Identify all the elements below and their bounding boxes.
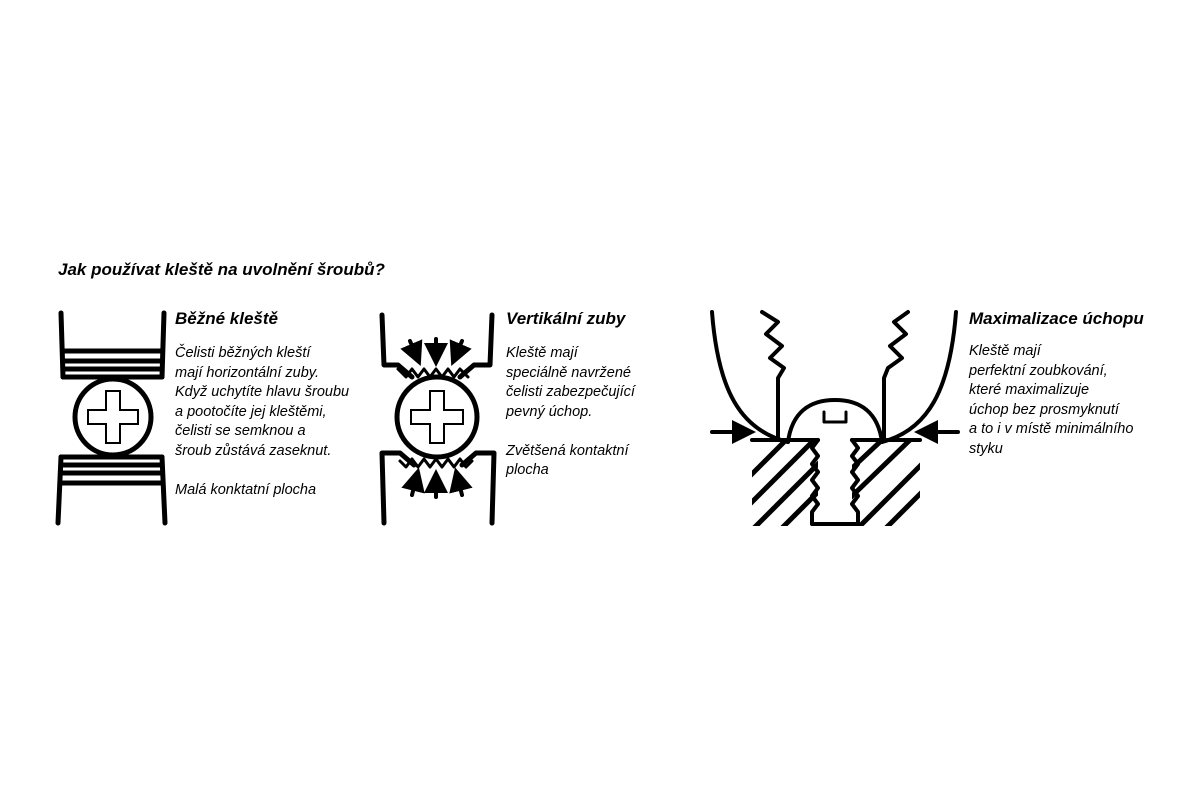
text-line: styku bbox=[969, 440, 1003, 457]
text-line: Kleště mají bbox=[969, 343, 1041, 359]
maximal-grip-illustration bbox=[700, 300, 970, 535]
text-line: Čelisti běžných kleští bbox=[175, 345, 311, 361]
text-line: mají horizontální zuby. bbox=[175, 364, 319, 381]
text-line: úchop bez prosmyknutí bbox=[969, 401, 1119, 418]
page-title: Jak používat kleště na uvolnění šroubů? bbox=[58, 260, 385, 279]
text-line: které maximalizuje bbox=[969, 382, 1090, 398]
panel-regular-text bbox=[175, 344, 349, 500]
regular-pliers-illustration bbox=[50, 305, 175, 530]
panel-maximal-text bbox=[969, 342, 1133, 459]
text-line: pevný úchop. bbox=[506, 403, 593, 420]
text-line: plocha bbox=[506, 462, 549, 478]
text-line bbox=[175, 461, 349, 481]
vertical-teeth-illustration bbox=[370, 305, 505, 530]
text-line bbox=[506, 422, 635, 442]
panel-regular-title: Běžné kleště bbox=[175, 309, 278, 328]
text-line: Když uchytíte hlavu šroubu bbox=[175, 384, 350, 400]
panel-vertical-text bbox=[506, 344, 635, 481]
text-line: Kleště mají bbox=[506, 345, 578, 361]
text-line: Malá konktatní plocha bbox=[175, 481, 317, 498]
panel-vertical-title: Vertikální zuby bbox=[506, 309, 626, 328]
text-line: čelisti zabezpečující bbox=[506, 384, 635, 400]
text-line: Zvětšená kontaktní bbox=[506, 442, 629, 459]
text-line: a pootočíte jej kleštěmi, bbox=[175, 403, 327, 420]
text-line: speciálně navržené bbox=[506, 364, 631, 381]
text-line: čelisti se semknou a bbox=[175, 423, 306, 439]
text-line: perfektní zoubkování, bbox=[969, 362, 1108, 379]
text-line: a to i v místě minimálního bbox=[969, 421, 1134, 437]
text-line: šroub zůstává zaseknut. bbox=[175, 442, 332, 459]
panel-maximal-title: Maximalizace úchopu bbox=[969, 309, 1144, 328]
